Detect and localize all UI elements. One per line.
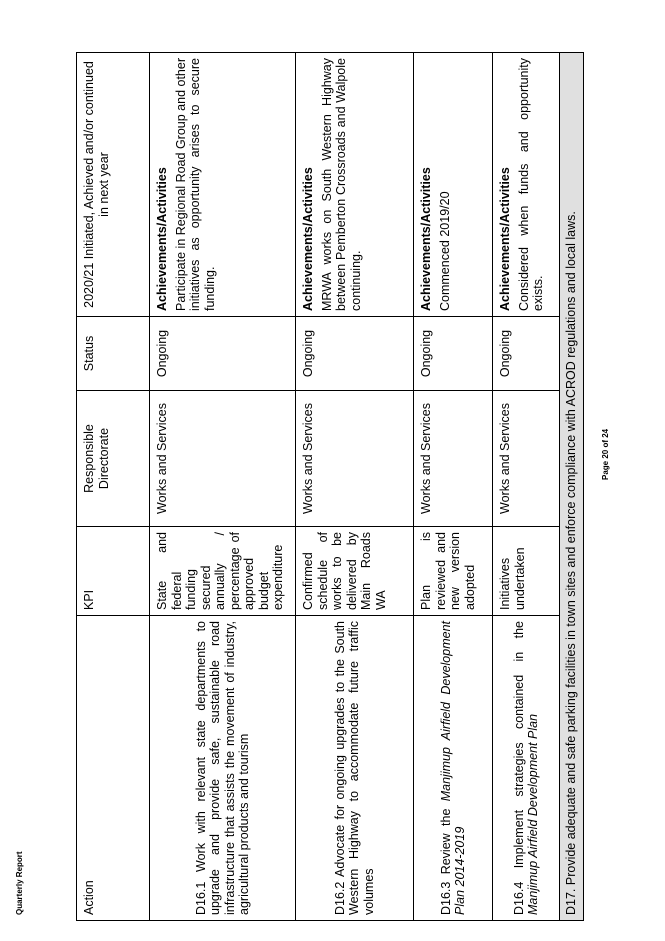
header-status: Status [77,317,150,391]
directorate-cell: Works and Services [414,391,493,527]
action-italic: Manjimup Airfield Development Plan [526,713,540,915]
header-progress: 2020/21 Initiated, Achieved and/or continued in next year [77,53,150,317]
progress-cell [296,53,414,317]
header-kpi: KPI [77,527,150,616]
strategy-table [76,52,584,921]
section-footer-row [560,53,584,921]
table-row [150,53,296,921]
directorate-cell: Works and Services [493,391,560,527]
header-action: Action [77,616,150,921]
achievements-title: Achievements/Activities [301,167,315,311]
action-cell [414,616,493,921]
status-cell: Ongoing [493,317,560,391]
directorate-cell: Works and Services [296,391,414,527]
action-italic: Manjimup Airfield Development Plan 2014-2019 [438,621,467,915]
action-prefix: D16.4 Implement strategies contained in the [511,621,526,915]
rotated-table-container [76,53,578,921]
report-title: Quarterly Report [15,851,24,915]
kpi-cell: Confirmed schedule of works to be delivered by Main Roads WA [296,527,414,616]
directorate-cell: Works and Services [150,391,296,527]
progress-cell [414,53,493,317]
table-header-row [77,53,150,921]
page-number: Page 20 of 24 [601,428,610,480]
achievements-text: Participate in Regional Road Group and other initiatives as opportunity arises to secure funding. [173,58,217,311]
achievements-text: Commenced 2019/20 [437,191,452,311]
table-row [296,53,414,921]
action-cell: D16.2 Advocate for ongoing upgrades to the South Western Highway to accommodate future traffic volumes [296,616,414,921]
achievements-text: Considered when funds and opportunity exists. [516,58,545,311]
achievements-text: MRWA works on South Western Highway between Pemberton Crossroads and Walpole continuing. [319,58,363,311]
action-cell: D16.1 Work with relevant state departments to upgrade and provide safe, sustainable road infrastructure that assists the movement of industry, agricultural products and tourism [150,616,296,921]
status-cell: Ongoing [150,317,296,391]
progress-cell [493,53,560,317]
table-row [493,53,560,921]
status-cell: Ongoing [414,317,493,391]
achievements-title: Achievements/Activities [419,167,433,311]
progress-cell [150,53,296,317]
kpi-cell: Plan is reviewed and new version adopted [414,527,493,616]
section-footer-text: D17. Provide adequate and safe parking facilities in town sites and enforce compliance with ACROD regulations and local laws. [560,53,584,921]
achievements-title: Achievements/Activities [155,167,169,311]
kpi-cell: State and federal funding secured annually / percentage of approved budget expenditure [150,527,296,616]
achievements-title: Achievements/Activities [498,167,512,311]
status-cell: Ongoing [296,317,414,391]
action-prefix: D16.3 Review the [438,801,453,915]
action-cell [493,616,560,921]
header-directorate: Responsible Directorate [77,391,150,527]
table-row [414,53,493,921]
kpi-cell: Initiatives undertaken [493,527,560,616]
